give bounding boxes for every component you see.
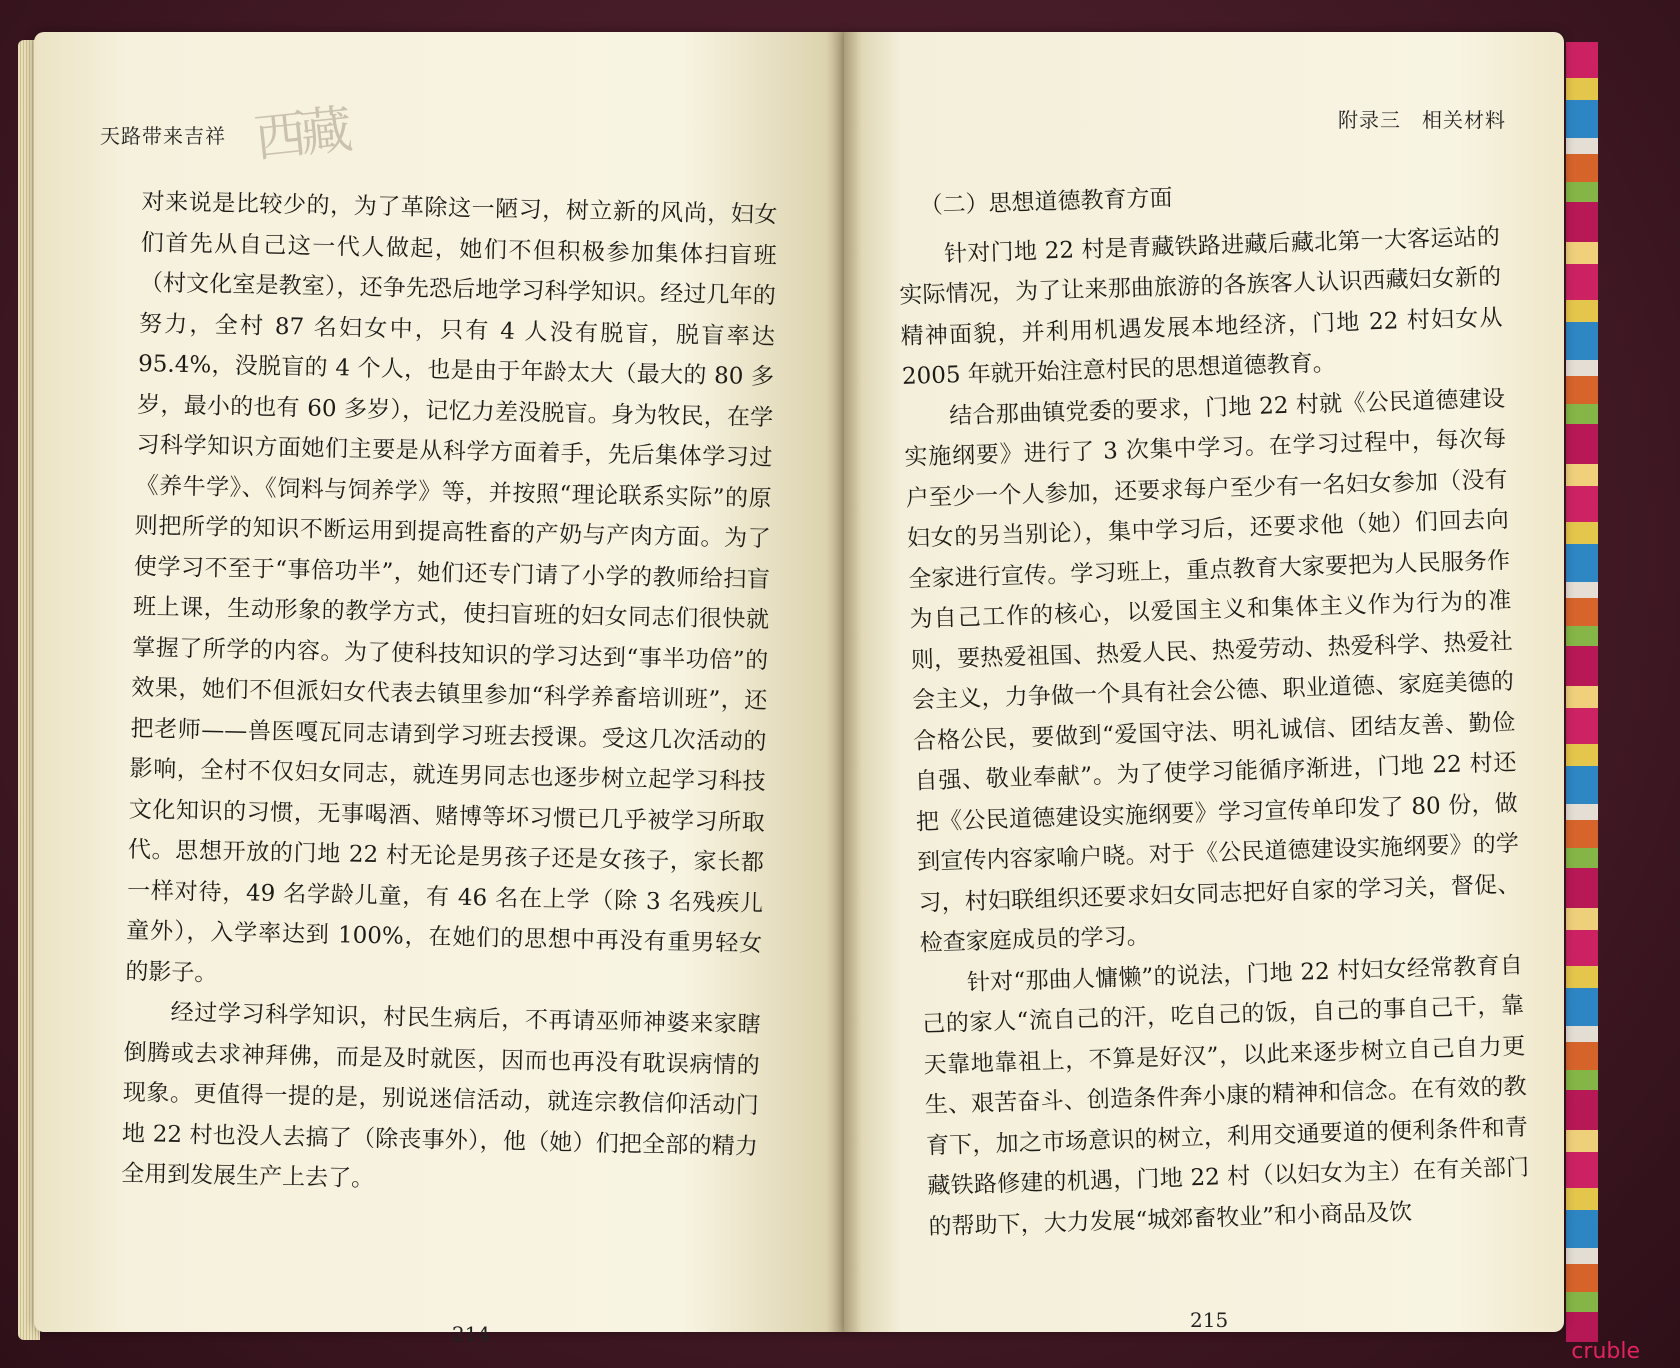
right-page (844, 32, 1564, 1332)
section-heading: （二）思想道德教育方面 (919, 185, 1173, 220)
right-body-text (896, 168, 1531, 1247)
left-body-text (121, 182, 778, 1208)
right-paragraph-3: 针对“那曲人慵懒”的说法，门地 22 村妇女经常教育自己的家人“流自己的汗，吃自己的饭，自己的事自己干，靠天靠地靠祖上，不算是好汉”，以此来逐步树立自己自力更生、艰苦奋斗、创造条件奔小康的精神和信念。在有效的教育下，加之市场意识的树立，利用交通要道的便利条件和青藏铁路修建的机遇，门地 22 村（以妇女为主）在有关部门的帮助下，大力发展“城郊畜牧业”和小商品及饮 (921, 952, 1530, 1240)
corner-watermark: cruble (1571, 1339, 1640, 1364)
left-page-number: 214 (452, 1322, 491, 1346)
colorful-cover-edge (1566, 42, 1598, 1342)
left-paragraph-2: 经过学习科学知识，村民生病后，不再请巫师神婆来家瞎倒腾或去求神拜佛，而是及时就医，因而也再没有耽误病情的现象。更值得一提的是，别说迷信活动，就连宗教信仰活动门地 22 村也没人去搞了（除丧事外），他（她）们把全部的精力全用到发展生产上去了。 (120, 999, 761, 1193)
right-running-head: 附录三 相关材料 (1338, 108, 1506, 132)
left-page (34, 32, 844, 1346)
right-page-number: 215 (1190, 1308, 1229, 1332)
book-spread (18, 22, 1598, 1352)
right-paragraph-1: 针对门地 22 村是青藏铁路进藏后藏北第一大客运站的实际情况，为了让来那曲旅游的各族客人认识西藏妇女新的精神面貌，并利用机遇发展本地经济，门地 22 村妇女从 2005 年就开始注意村民的思想道德教育。 (899, 223, 1503, 390)
left-paragraph-1: 对来说是比较少的，为了革除这一陋习，树立新的风尚，妇女们首先从自己这一代人做起，她们不但积极参加集体扫盲班（村文化室是教室），还争先恐后地学习科学知识。经过几年的努力，全村 87 名妇女中，只有 4 人没有脱盲，脱盲率达 95.4%，没脱盲的 4 个人，也是由于年龄太大（最大的 80 多岁，最小的也有 60 多岁），记忆力差没脱盲。身为牧民，在学习科学知识方面她们主要是从科学方面着手，先后集体学习过《养牛学》、《饲料与饲养学》等，并按照“理论联系实际”的原则把所学的知识不断运用到提高牲畜的产奶与产肉方面。为了使学习不至于“事倍功半”，她们还专门请了小学的教师给扫盲班上课，生动形象的教学方式，使扫盲班的妇女同志们很快就掌握了所学的内容。为了使科技知识的学习达到“事半功倍”的效果，她们不但派妇女代表去镇里参加“科学养畜培训班”，还把老师——兽医嘎瓦同志请到学习班去授课。受这几次活动的影响，全村不仅妇女同志，就连男同志也逐步树立起学习科技文化知识的习惯，无事喝酒、赌博等坏习惯已几乎被学习所取代。思想开放的门地 22 村无论是男孩子还是女孩子，家长都一样对待，49 名学龄儿童，有 46 名在上学（除 3 名残疾儿童外），入学率达到 100%，在她们的思想中再没有重男轻女的影子。 (125, 188, 778, 987)
right-paragraph-2: 结合那曲镇党委的要求，门地 22 村就《公民道德建设实施纲要》进行了 3 次集中学习。在学习过程中，每次每户至少一个人参加，还要求每户至少有一名妇女参加（没有妇女的另当别论），集中学习后，还要求他（她）们回去向全家进行宣传。学习班上，重点教育大家要把为人民服务作为自己工作的核心，以爱国主义和集体主义作为行为的准则，要热爱祖国、热爱人民、热爱劳动、热爱科学、热爱社会主义，力争做一个具有社会公德、职业道德、家庭美德的合格公民，要做到“爱国守法、明礼诚信、团结友善、勤俭自强、敬业奉献”。为了使学习能循序渐进，门地 22 村还把《公民道德建设实施纲要》学习宣传单印发了 80 份，做到宣传内容家喻户晓。对于《公民道德建设实施纲要》的学习，村妇联组织还要求妇女同志把好自家的学习关，督促、检查家庭成员的学习。 (904, 385, 1521, 957)
book-gutter-shadow (826, 32, 862, 1332)
left-running-head: 天路带来吉祥 (100, 124, 226, 148)
tibet-calligraphy-logo: 西藏 (251, 100, 350, 170)
